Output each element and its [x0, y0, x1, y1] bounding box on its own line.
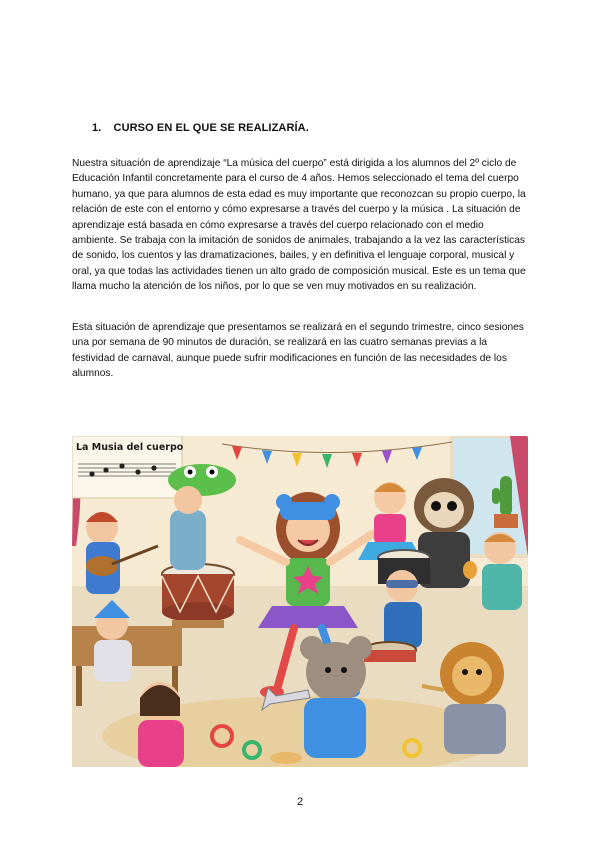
- page-number: 2: [296, 796, 304, 808]
- paragraph-schedule: Esta situación de aprendizaje que presentamos se realizará en el segundo trimestre, cinco sesiones una por semana de 90 minutos de duración, se realizará en las cuatro semanas previas a la festividad de carnaval, aunque puede sufrir modificaciones en función de las necesidades de los alumnos.: [72, 322, 524, 380]
- paragraph-intro: Nuestra situación de aprendizaje “La música del cuerpo” está dirigida a los alumnos del 2º ciclo de Educación Infantil concretamente para el curso de 4 años. Hemos seleccionado el tema del cuerpo humano, ya que para alumnos de esta edad es muy importante que reconozcan su propio cuerpo, la relación de este con el entorno y cómo expresarse a través del cuerpo y la música . La situación de aprendizaje está basada en cómo expresarse a través del cuerpo relacionado con el medio ambiente. Se trabaja con la imitación de sonidos de animales, trabajando a la vez las características de sonido, los cuentos y las dramatizaciones, bailes, y en definitiva el lenguaje corporal, musical y oral, ya que todas las actividades tienen un alto grado de composición musical. Este es un tema que llama mucho la atención de los niños, por lo que se ven muy motivados en su realización.: [72, 158, 526, 293]
- section-heading: [92, 122, 309, 134]
- classroom-music-illustration: [72, 436, 528, 767]
- section-title: CURSO EN EL QUE SE REALIZARÍA.: [113, 122, 309, 134]
- illustration-artwork: [72, 436, 528, 767]
- illustration-sign-text: La Musia del cuerpo: [76, 442, 184, 453]
- section-number: 1.: [92, 122, 102, 134]
